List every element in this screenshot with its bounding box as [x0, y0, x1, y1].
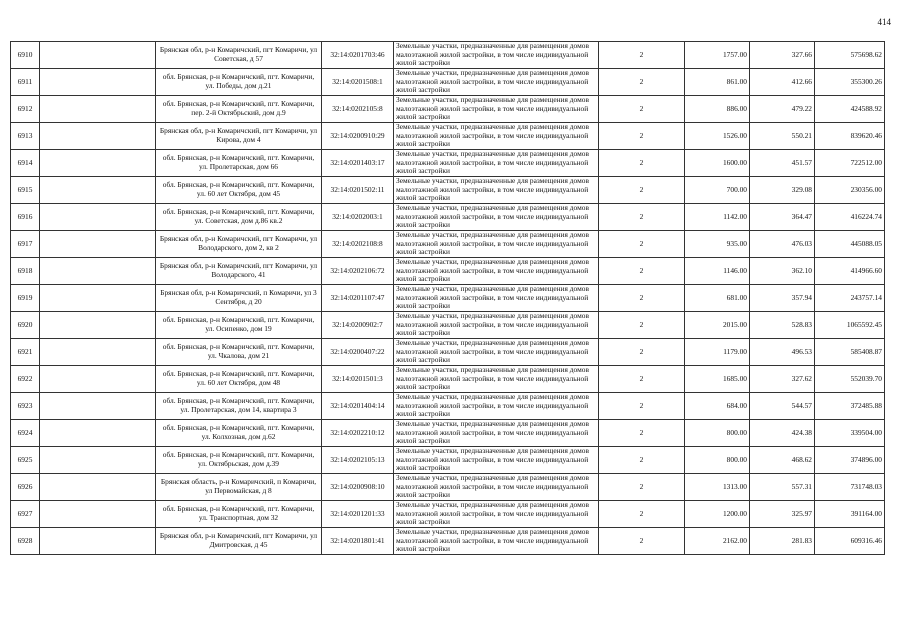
area-cell: 1313.00 — [685, 474, 750, 501]
category-cell: 2 — [599, 258, 685, 285]
area-cell: 2015.00 — [685, 312, 750, 339]
row-number-cell: 6916 — [11, 204, 40, 231]
page-number: 414 — [877, 17, 891, 27]
unit-price-cell: 528.83 — [750, 312, 815, 339]
land-use-cell: Земельные участки, предназначенные для размещения домов малоэтажной жилой застройки, в том числе индивидуальной жилой застройки — [394, 339, 599, 366]
category-cell: 2 — [599, 150, 685, 177]
cadastral-value-cell: 1065592.45 — [815, 312, 885, 339]
empty-cell — [40, 96, 156, 123]
table-row — [11, 42, 885, 69]
table-row — [11, 420, 885, 447]
cadastral-value-cell: 339504.00 — [815, 420, 885, 447]
area-cell: 1600.00 — [685, 150, 750, 177]
cadastral-value-cell: 839620.46 — [815, 123, 885, 150]
row-number-cell: 6913 — [11, 123, 40, 150]
cadastral-value-cell: 230356.00 — [815, 177, 885, 204]
cadastral-value-cell: 722512.00 — [815, 150, 885, 177]
category-cell: 2 — [599, 420, 685, 447]
unit-price-cell: 327.66 — [750, 42, 815, 69]
land-use-cell: Земельные участки, предназначенные для размещения домов малоэтажной жилой застройки, в том числе индивидуальной жилой застройки — [394, 447, 599, 474]
category-cell: 2 — [599, 96, 685, 123]
table-body — [11, 42, 885, 555]
address-cell: обл. Брянская, р-н Комаричский, пгт. Комаричи, ул. Транспортная, дом 32 — [156, 501, 322, 528]
category-cell: 2 — [599, 204, 685, 231]
row-number-cell: 6928 — [11, 528, 40, 555]
unit-price-cell: 496.53 — [750, 339, 815, 366]
unit-price-cell: 357.94 — [750, 285, 815, 312]
empty-cell — [40, 123, 156, 150]
table-row — [11, 96, 885, 123]
row-number-cell: 6912 — [11, 96, 40, 123]
cadastral-number-cell: 32:14:0201201:33 — [322, 501, 394, 528]
empty-cell — [40, 258, 156, 285]
address-cell: обл. Брянская, р-н Комаричский, пгт. Комаричи, ул. Чкалова, дом 21 — [156, 339, 322, 366]
area-cell: 2162.00 — [685, 528, 750, 555]
cadastral-number-cell: 32:14:0202106:72 — [322, 258, 394, 285]
cadastral-number-cell: 32:14:0201404:14 — [322, 393, 394, 420]
cadastral-value-cell: 374896.00 — [815, 447, 885, 474]
row-number-cell: 6915 — [11, 177, 40, 204]
land-use-cell: Земельные участки, предназначенные для размещения домов малоэтажной жилой застройки, в том числе индивидуальной жилой застройки — [394, 177, 599, 204]
table-row — [11, 366, 885, 393]
unit-price-cell: 281.83 — [750, 528, 815, 555]
empty-cell — [40, 339, 156, 366]
unit-price-cell: 451.57 — [750, 150, 815, 177]
row-number-cell: 6924 — [11, 420, 40, 447]
empty-cell — [40, 204, 156, 231]
category-cell: 2 — [599, 501, 685, 528]
area-cell: 684.00 — [685, 393, 750, 420]
empty-cell — [40, 285, 156, 312]
land-use-cell: Земельные участки, предназначенные для размещения домов малоэтажной жилой застройки, в том числе индивидуальной жилой застройки — [394, 312, 599, 339]
table-row — [11, 393, 885, 420]
category-cell: 2 — [599, 447, 685, 474]
empty-cell — [40, 474, 156, 501]
cadastral-value-cell: 445088.05 — [815, 231, 885, 258]
area-cell: 1757.00 — [685, 42, 750, 69]
category-cell: 2 — [599, 393, 685, 420]
empty-cell — [40, 312, 156, 339]
cadastral-number-cell: 32:14:0202210:12 — [322, 420, 394, 447]
unit-price-cell: 479.22 — [750, 96, 815, 123]
cadastral-number-cell: 32:14:0201403:17 — [322, 150, 394, 177]
cadastral-value-cell: 391164.00 — [815, 501, 885, 528]
address-cell: обл. Брянская, р-н Комаричский, пгт. Комаричи, ул. Пролетарская, дом 14, квартира 3 — [156, 393, 322, 420]
cadastral-value-cell: 243757.14 — [815, 285, 885, 312]
cadastral-number-cell: 32:14:0200908:10 — [322, 474, 394, 501]
row-number-cell: 6918 — [11, 258, 40, 285]
empty-cell — [40, 393, 156, 420]
cadastral-value-cell: 575698.62 — [815, 42, 885, 69]
land-use-cell: Земельные участки, предназначенные для размещения домов малоэтажной жилой застройки, в том числе индивидуальной жилой застройки — [394, 96, 599, 123]
land-use-cell: Земельные участки, предназначенные для размещения домов малоэтажной жилой застройки, в том числе индивидуальной жилой застройки — [394, 420, 599, 447]
table-row — [11, 474, 885, 501]
row-number-cell: 6910 — [11, 42, 40, 69]
category-cell: 2 — [599, 42, 685, 69]
area-cell: 700.00 — [685, 177, 750, 204]
table-row — [11, 204, 885, 231]
area-cell: 861.00 — [685, 69, 750, 96]
cadastral-number-cell: 32:14:0200902:7 — [322, 312, 394, 339]
row-number-cell: 6926 — [11, 474, 40, 501]
empty-cell — [40, 528, 156, 555]
address-cell: обл. Брянская, р-н Комаричский, пгт. Комаричи, ул. Пролетарская, дом 66 — [156, 150, 322, 177]
unit-price-cell: 327.62 — [750, 366, 815, 393]
category-cell: 2 — [599, 177, 685, 204]
land-use-cell: Земельные участки, предназначенные для размещения домов малоэтажной жилой застройки, в том числе индивидуальной жилой застройки — [394, 528, 599, 555]
table-row — [11, 177, 885, 204]
row-number-cell: 6917 — [11, 231, 40, 258]
unit-price-cell: 325.97 — [750, 501, 815, 528]
cadastral-value-cell: 731748.03 — [815, 474, 885, 501]
land-use-cell: Земельные участки, предназначенные для размещения домов малоэтажной жилой застройки, в том числе индивидуальной жилой застройки — [394, 69, 599, 96]
row-number-cell: 6911 — [11, 69, 40, 96]
cadastral-number-cell: 32:14:0202105:8 — [322, 96, 394, 123]
cadastral-number-cell: 32:14:0202108:8 — [322, 231, 394, 258]
table-row — [11, 528, 885, 555]
address-cell: Брянская область, р-н Комаричский, п Комаричи, ул Первомайская, д 8 — [156, 474, 322, 501]
land-use-cell: Земельные участки, предназначенные для размещения домов малоэтажной жилой застройки, в том числе индивидуальной жилой застройки — [394, 123, 599, 150]
land-use-cell: Земельные участки, предназначенные для размещения домов малоэтажной жилой застройки, в том числе индивидуальной жилой застройки — [394, 42, 599, 69]
unit-price-cell: 557.31 — [750, 474, 815, 501]
category-cell: 2 — [599, 69, 685, 96]
unit-price-cell: 364.47 — [750, 204, 815, 231]
table-row — [11, 501, 885, 528]
category-cell: 2 — [599, 474, 685, 501]
address-cell: обл. Брянская, р-н Комаричский, пгт. Комаричи, ул. Осипенко, дом 19 — [156, 312, 322, 339]
empty-cell — [40, 177, 156, 204]
area-cell: 681.00 — [685, 285, 750, 312]
category-cell: 2 — [599, 285, 685, 312]
cadastral-number-cell: 32:14:0202105:13 — [322, 447, 394, 474]
land-registry-table — [10, 41, 885, 555]
area-cell: 1200.00 — [685, 501, 750, 528]
category-cell: 2 — [599, 528, 685, 555]
address-cell: обл. Брянская, р-н Комаричский, пгт. Комаричи, ул. 60 лет Октября, дом 48 — [156, 366, 322, 393]
cadastral-value-cell: 355300.26 — [815, 69, 885, 96]
row-number-cell: 6921 — [11, 339, 40, 366]
table-row — [11, 69, 885, 96]
address-cell: Брянская обл, р-н Комаричский, пгт Комаричи, ул Дмитровская, д 45 — [156, 528, 322, 555]
category-cell: 2 — [599, 312, 685, 339]
empty-cell — [40, 231, 156, 258]
unit-price-cell: 550.21 — [750, 123, 815, 150]
cadastral-number-cell: 32:14:0201107:47 — [322, 285, 394, 312]
address-cell: Брянская обл, р-н Комаричский, п Комаричи, ул 3 Сентября, д 20 — [156, 285, 322, 312]
land-use-cell: Земельные участки, предназначенные для размещения домов малоэтажной жилой застройки, в том числе индивидуальной жилой застройки — [394, 366, 599, 393]
cadastral-number-cell: 32:14:0200910:29 — [322, 123, 394, 150]
table-row — [11, 150, 885, 177]
area-cell: 1146.00 — [685, 258, 750, 285]
table-row — [11, 339, 885, 366]
area-cell: 800.00 — [685, 420, 750, 447]
address-cell: Брянская обл, р-н Комаричский, пгт Комаричи, ул Володарского, дом 2, кв 2 — [156, 231, 322, 258]
empty-cell — [40, 42, 156, 69]
unit-price-cell: 362.10 — [750, 258, 815, 285]
empty-cell — [40, 420, 156, 447]
row-number-cell: 6920 — [11, 312, 40, 339]
empty-cell — [40, 150, 156, 177]
cadastral-value-cell: 372485.88 — [815, 393, 885, 420]
row-number-cell: 6927 — [11, 501, 40, 528]
unit-price-cell: 412.66 — [750, 69, 815, 96]
row-number-cell: 6919 — [11, 285, 40, 312]
cadastral-value-cell: 424588.92 — [815, 96, 885, 123]
address-cell: обл. Брянская, р-н Комаричский, пгт. Комаричи, пер. 2-й Октябрьский, дом д.9 — [156, 96, 322, 123]
cadastral-number-cell: 32:14:0201801:41 — [322, 528, 394, 555]
area-cell: 800.00 — [685, 447, 750, 474]
address-cell: Брянская обл, р-н Комаричский, пгт Комаричи, ул Кирова, дом 4 — [156, 123, 322, 150]
land-use-cell: Земельные участки, предназначенные для размещения домов малоэтажной жилой застройки, в том числе индивидуальной жилой застройки — [394, 150, 599, 177]
address-cell: обл. Брянская, р-н Комаричский, пгт. Комаричи, ул. Октябрьская, дом д.39 — [156, 447, 322, 474]
unit-price-cell: 424.38 — [750, 420, 815, 447]
unit-price-cell: 468.62 — [750, 447, 815, 474]
cadastral-value-cell: 585408.87 — [815, 339, 885, 366]
row-number-cell: 6914 — [11, 150, 40, 177]
land-use-cell: Земельные участки, предназначенные для размещения домов малоэтажной жилой застройки, в том числе индивидуальной жилой застройки — [394, 204, 599, 231]
table-row — [11, 447, 885, 474]
land-use-cell: Земельные участки, предназначенные для размещения домов малоэтажной жилой застройки, в том числе индивидуальной жилой застройки — [394, 474, 599, 501]
cadastral-number-cell: 32:14:0200407:22 — [322, 339, 394, 366]
category-cell: 2 — [599, 339, 685, 366]
cadastral-number-cell: 32:14:0201703:46 — [322, 42, 394, 69]
empty-cell — [40, 447, 156, 474]
land-use-cell: Земельные участки, предназначенные для размещения домов малоэтажной жилой застройки, в том числе индивидуальной жилой застройки — [394, 231, 599, 258]
address-cell: обл. Брянская, р-н Комаричский, пгт. Комаричи, ул. Победы, дом д.21 — [156, 69, 322, 96]
unit-price-cell: 329.08 — [750, 177, 815, 204]
address-cell: Брянская обл, р-н Комаричский, пгт Комаричи, ул Советская, д 57 — [156, 42, 322, 69]
row-number-cell: 6922 — [11, 366, 40, 393]
land-use-cell: Земельные участки, предназначенные для размещения домов малоэтажной жилой застройки, в том числе индивидуальной жилой застройки — [394, 501, 599, 528]
cadastral-value-cell: 552039.70 — [815, 366, 885, 393]
empty-cell — [40, 501, 156, 528]
cadastral-value-cell: 416224.74 — [815, 204, 885, 231]
area-cell: 1526.00 — [685, 123, 750, 150]
category-cell: 2 — [599, 231, 685, 258]
address-cell: обл. Брянская, р-н Комаричский, пгт. Комаричи, ул. Колхозная, дом д.62 — [156, 420, 322, 447]
row-number-cell: 6925 — [11, 447, 40, 474]
address-cell: обл. Брянская, р-н Комаричский, пгт. Комаричи, ул. 60 лет Октября, дом 45 — [156, 177, 322, 204]
land-use-cell: Земельные участки, предназначенные для размещения домов малоэтажной жилой застройки, в том числе индивидуальной жилой застройки — [394, 258, 599, 285]
table-row — [11, 123, 885, 150]
area-cell: 1142.00 — [685, 204, 750, 231]
empty-cell — [40, 69, 156, 96]
land-use-cell: Земельные участки, предназначенные для размещения домов малоэтажной жилой застройки, в том числе индивидуальной жилой застройки — [394, 393, 599, 420]
cadastral-number-cell: 32:14:0201502:11 — [322, 177, 394, 204]
cadastral-value-cell: 414966.60 — [815, 258, 885, 285]
category-cell: 2 — [599, 366, 685, 393]
area-cell: 1685.00 — [685, 366, 750, 393]
area-cell: 886.00 — [685, 96, 750, 123]
table-row — [11, 258, 885, 285]
table-row — [11, 285, 885, 312]
category-cell: 2 — [599, 123, 685, 150]
cadastral-number-cell: 32:14:0201508:1 — [322, 69, 394, 96]
cadastral-value-cell: 609316.46 — [815, 528, 885, 555]
cadastral-number-cell: 32:14:0201501:3 — [322, 366, 394, 393]
address-cell: Брянская обл, р-н Комаричский, пгт Комаричи, ул Володарского, 41 — [156, 258, 322, 285]
table-row — [11, 312, 885, 339]
area-cell: 1179.00 — [685, 339, 750, 366]
address-cell: обл. Брянская, р-н Комаричский, пгт. Комаричи, ул. Советская, дом д.86 кв.2 — [156, 204, 322, 231]
unit-price-cell: 476.03 — [750, 231, 815, 258]
land-use-cell: Земельные участки, предназначенные для размещения домов малоэтажной жилой застройки, в том числе индивидуальной жилой застройки — [394, 285, 599, 312]
empty-cell — [40, 366, 156, 393]
table-row — [11, 231, 885, 258]
row-number-cell: 6923 — [11, 393, 40, 420]
unit-price-cell: 544.57 — [750, 393, 815, 420]
cadastral-number-cell: 32:14:0202003:1 — [322, 204, 394, 231]
area-cell: 935.00 — [685, 231, 750, 258]
